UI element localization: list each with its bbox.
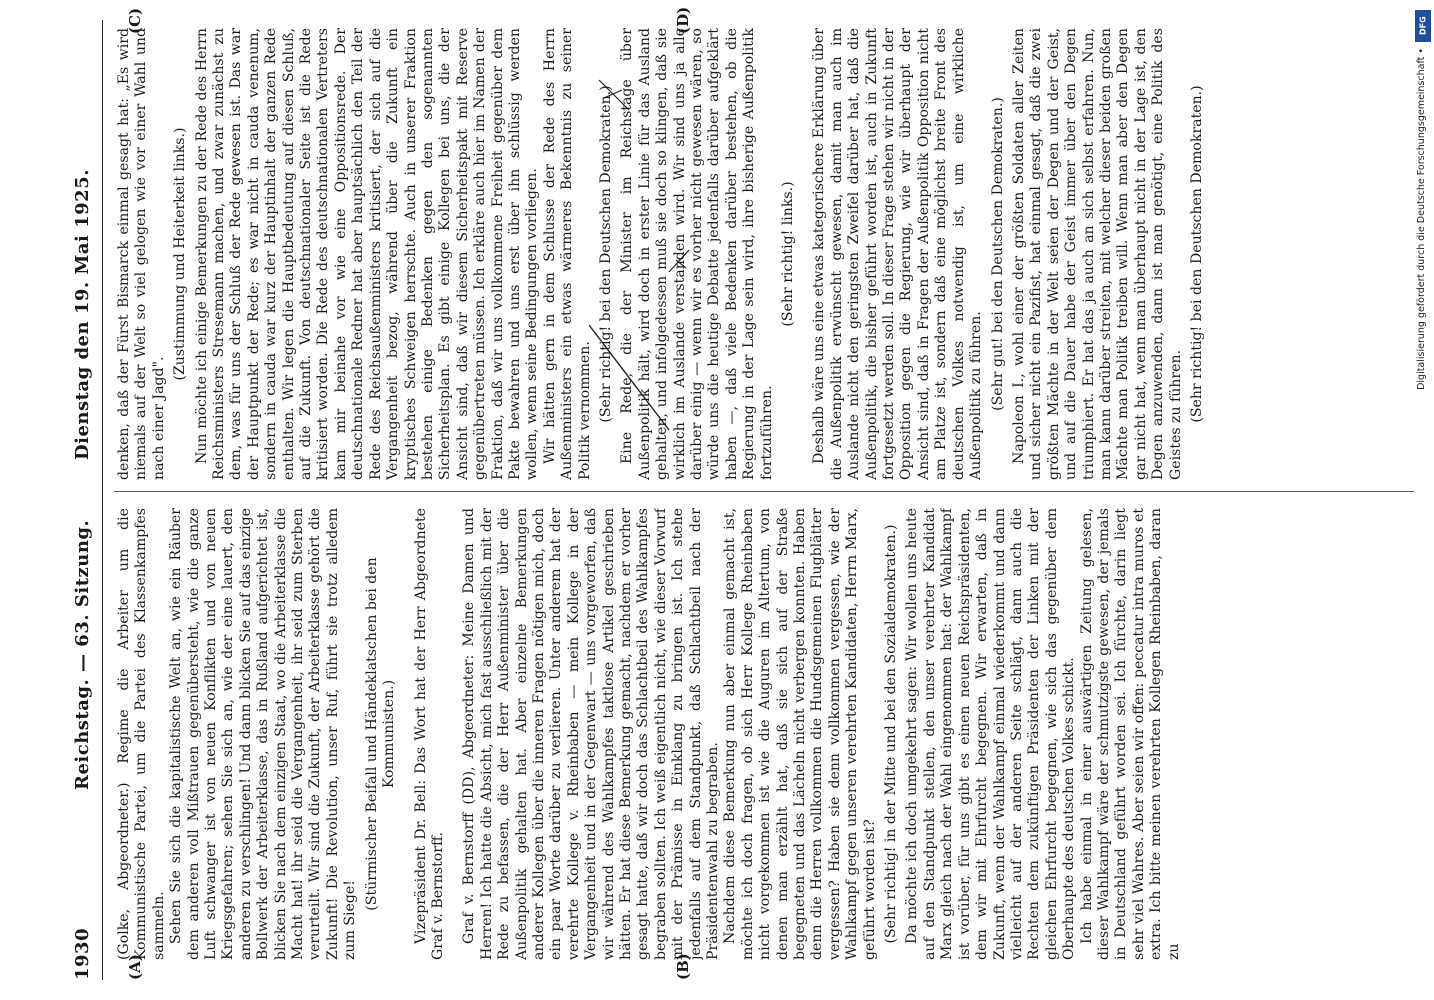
paragraph: Eine Rede, die der Minister im Reichstage über Außenpolitik hält, wird doch in erster Linie für das Ausland gehalten, und infolgedessen muß sie doch so klingen, daß sie wirklich im Auslande verstanden wird. Wir sind uns ja alle darüber einig — wenn wir es vorher nicht gewesen wären, so würde uns die heutige Debatte jedenfalls darüber aufgeklärt haben —, daß viele Bedenken darüber bestehen, ob die Regierung in der Lage sein wird, ihre bisherige Außenpolitik fortzuführen. xyxy=(619,28,775,480)
pen-mark xyxy=(594,70,634,120)
margin-marker-b: (B) xyxy=(674,953,692,980)
paragraph: Sehen Sie sich die kapitalistische Welt an, wie ein Räuber dem anderen voll Mißtrauen gegenübersteht, wie die ganze Luft schwanger ist von neuen Konflikten und von neuen Kriegsgefahren; sehen Sie sich an, wie der eine lauert, den anderen zu verschlingen! Und dann blicken Sie auf das einzige Bollwerk der Arbeiterklasse, das in Rußland aufgerichtet ist, blicken Sie nach dem einzigen Staat, wo die Arbeiterklasse die Macht hat! ihr seid die Vergangenheit, ihr seid zum Sterben verurteilt. Wir sind die Zukunft, der Arbeiterklasse gehört die Zukunft! Die Revolution, unser Ruf, führt sie trotz alledem zum Siege! xyxy=(168,508,359,960)
paragraph: Deshalb wäre uns eine etwas kategorischere Erklärung über die Außenpolitik erwünscht gewesen, damit man auch im Auslande nicht den geringsten Zweifel darüber hat, daß die Außenpolitik, die bisher geführt worden ist, auch in Zukunft fortgesetzt werden soll. In dieser Frage stehen wir nicht in der Opposition gegen die Regierung, wie wir überhaupt der Ansicht sind, daß in Fragen der Außenpolitik Opposition nicht am Platze ist, sondern daß eine möglichst breite Front des deutschen Volkes notwendig ist, um eine wirkliche Außenpolitik zu führen. xyxy=(811,28,985,480)
right-text-column xyxy=(116,28,1406,480)
paragraph: Napoleon I., wohl einer der größten Soldaten aller Zeiten und sicher nicht ein Pazifist, hat einmal gesagt, daß die zwei größten Mächte in der Welt seien der Degen und der Geist, und auf die Dauer habe der Geist immer über den Degen triumphiert. Er hat das ja auch an sich selbst erfahren. Nun, man kann darüber streiten, mit welcher dieser beiden großen Mächte man Politik treiben will. Wenn man aber den Degen gar nicht hat, wenn man überhaupt nicht in der Lage ist, den Degen anzuwenden, dann ist man genötigt, eine Politik des Geistes zu führen. xyxy=(1010,28,1184,480)
interjection: (Stürmischer Beifall und Händeklatschen bei den Kommunisten.) xyxy=(363,557,398,911)
interjection: (Sehr richtig! bei den Deutschen Demokraten.) xyxy=(1188,85,1205,423)
paragraph: Vizepräsident Dr. Bell: Das Wort hat der Herr Abgeordnete Graf v. Bernstorff. xyxy=(412,508,446,960)
header-rule xyxy=(102,20,103,980)
page-header xyxy=(64,20,104,980)
paragraph: (Golke, Abgeordneter.) Regime die Arbeiter um die Kommunistische Partei, um die Partei des Klassenkampfes sammeln. xyxy=(116,508,167,960)
paragraph: Graf v. Bernstorff (DD), Abgeordneter: Meine Damen und Herren! Ich hatte die Absicht, mich fast ausschließlich mit der Rede zu befassen, die der Herr Außenminister über die Außenpolitik gehalten hat. Aber einzelne Bemerkungen anderer Kollegen über die inneren Fragen nötigen mich, doch ein paar Worte darüber zu verlieren. Unter anderem hat der verehrte Kollege v. Rheinbaben — mein Kollege in der Vergangenheit und in der Gegenwart — uns vorgeworfen, daß wir während des Wahlkampfes taktlose Artikel geschrieben hätten. Er hat diese Bemerkung gemacht, nachdem er vorher gesagt hatte, daß wir doch das Schlachtbeil des Wahlkampfes begraben sollten. Ich weiß eigentlich nicht, wie dieser Vorwurf mit der Prämisse in Einklang zu bringen ist. Ich stehe jedenfalls auf dem Standpunkt, daß Schlachtbeil nach der Präsidentenwahl zu begraben. xyxy=(461,508,721,960)
page-number: 1930 xyxy=(72,927,93,980)
session-title: Reichstag. — 63. Sitzung. xyxy=(72,519,93,790)
margin-marker-d: (D) xyxy=(674,6,692,34)
interjection: (Sehr richtig! bei den Deutschen Demokraten.) xyxy=(597,85,614,423)
pen-mark xyxy=(584,315,674,435)
paragraph: Wir hätten gern in dem Schlusse der Rede des Herrn Außenministers ein etwas wärmeres Bekenntnis zu seiner Politik vernommen. xyxy=(541,28,593,480)
paragraph: Ich habe einmal in einer auswärtigen Zeitung gelesen, dieser Wahlkampf wäre der schmutzigste gewesen, der jemals in Deutschland geführt worden sei. Ich fürchte, darin liegt sehr viel Wahres. Aber seien wir offen: peccatur intra muros et extra. Ich bitte meinen verehrten Kollegen Rheinbaben, daran zu xyxy=(1078,508,1182,960)
interjection: (Sehr gut! bei den Deutschen Demokraten.) xyxy=(989,97,1006,411)
paragraph: Nun möchte ich einige Bemerkungen zu der Rede des Herrn Reichsministers Stresemann machen, und zwar zunächst zu dem, was für uns der Schluß der Rede gewesen ist. Das war der Hauptpunkt der Rede; es war nicht in cauda venenum, sondern in cauda war kurz der Hauptinhalt der ganzen Rede enthalten. Wir legen die Hauptbedeutung auf diesen Schluß, auf die Zukunft. Von deutschnationaler Seite ist die Rede kritisiert worden. Die Rede des deutschnationalen Vertreters kam mir beinahe vor wie eine Oppositionsrede. Der deutschnationale Redner hat aber hauptsächlich den Teil der Rede des Reichsaußenministers kritisiert, der sich auf die Vergangenheit bezog, während über die Zukunft ein kryptisches Schweigen herrschte. Auch in unserer Fraktion bestehen einige Bedenken gegen den sogenannten Sicherheitsplan. Es gibt einige Kollegen bei uns, die der Ansicht sind, daß wir diesem Sicherheitspakt mit Reserve gegenübertreten müssen. Ich erkläre auch hier im Namen der Fraktion, daß wir uns vollkommene Freiheit gegenüber dem Pakte bewahren und uns erst über ihn schlüssig werden wollen, wenn seine Bedingungen vorliegen. xyxy=(193,28,541,480)
pen-mark xyxy=(664,240,694,280)
digitization-credit: Digitalisierung gefördert durch die Deutsche Forschungsgemeinschaft • xyxy=(1416,48,1427,390)
interjection: (Zustimmung und Heiterkeit links.) xyxy=(172,127,189,381)
left-text-column xyxy=(116,508,1406,960)
dfg-logo: DFG xyxy=(1415,10,1431,42)
paragraph: denken, daß der Fürst Bismarck einmal gesagt hat: „Es wird niemals auf der Welt so viel gelogen wie vor einer Wahl und nach einer Jagd". xyxy=(116,28,167,480)
digitization-credit-strip xyxy=(1412,6,1434,996)
paragraph: Da möchte ich doch umgekehrt sagen: Wir wollen uns heute auf den Standpunkt stellen, den unser verehrter Kandidat Marx gleich nach der Wahl eingenommen hat: der Wahlkampf ist vorüber, für uns gibt es einen neuen Reichspräsidenten, dem wir mit Ehrfurcht begegnen. Wir erwarten, daß in Zukunft, wenn der Wahlkampf einmal wiederkommt und dann vielleicht auf der anderen Seite schlägt, dann auch die Rechten dem zukünftigen Präsidenten der Linken mit der gleichen Ehrfurcht begegnen, wie sich das gegenüber dem Oberhaupte des deutschen Volkes schickt. xyxy=(904,508,1078,960)
margin-marker-c: (C) xyxy=(126,7,144,34)
interjection: (Sehr richtig! in der Mitte und bei den Sozialdemokraten.) xyxy=(883,524,900,944)
session-date: Dienstag den 19. Mai 1925. xyxy=(72,169,93,460)
margin-marker-a: (A) xyxy=(126,954,144,980)
column-divider xyxy=(114,491,1414,492)
paragraph: Nachdem diese Bemerkung nun aber einmal gemacht ist, möchte ich doch fragen, ob sich Herr Kollege Rheinbaben nicht vorgekommen ist wie die Auguren im Altertum, von denen man erzählt hat, daß sie sich auf der Straße begegneten und das Lächeln nicht verbergen konnten. Haben denn die Herren vollkommen die Hundsgemeinen Flugblätter vergessen? Haben sie denn vollkommen vergessen, wie der Wahlkampf gegen unseren verehrten Kandidaten, Herrn Marx, geführt worden ist? xyxy=(722,508,878,960)
interjection: (Sehr richtig! links.) xyxy=(780,181,797,327)
